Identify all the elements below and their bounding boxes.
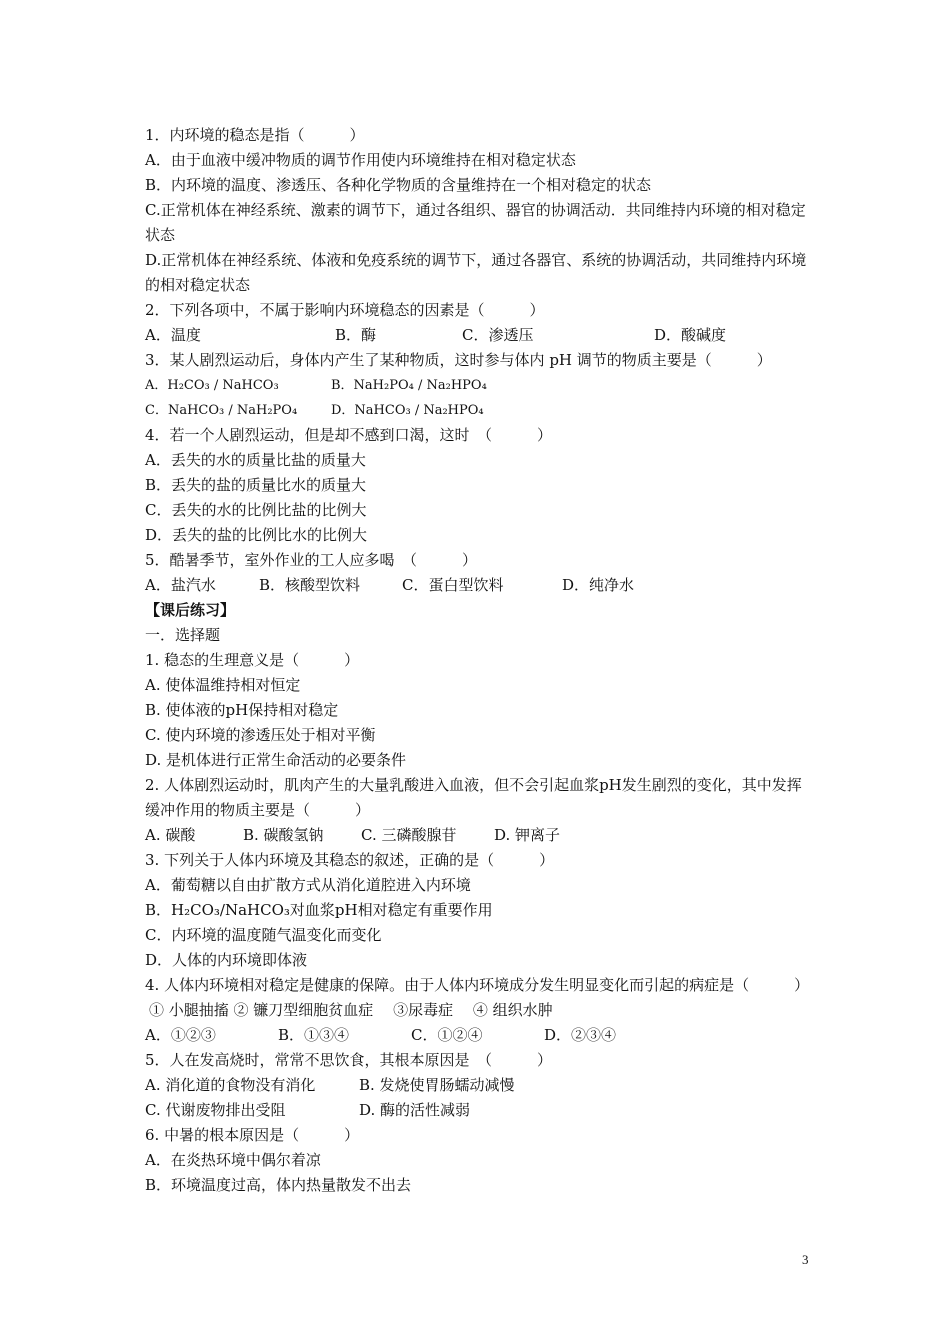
ex3-option-c: C．内环境的温度随气温变化而变化 xyxy=(145,926,382,944)
q3-stem: 3．某人剧烈运动后，身体内产生了某种物质，这时参与体内 pH 调节的物质主要是（ ） xyxy=(145,351,772,369)
q5-option-a: A．盐汽水 xyxy=(145,576,216,594)
q1-option-d: D.正常机体在神经系统、体液和免疫系统的调节下，通过各器官、系统的协调活动，共同维持内环境的相对稳定状态 xyxy=(145,251,807,294)
ex3-option-b: B．H₂CO₃/NaHCO₃对血浆pH相对稳定有重要作用 xyxy=(145,901,493,919)
ex4-option-b: B．①③④ xyxy=(278,1026,350,1044)
ex3-option-d: D．人体的内环境即体液 xyxy=(145,951,308,969)
q5-option-d: D．纯净水 xyxy=(562,576,635,594)
ex1-option-d: D. 是机体进行正常生命活动的必要条件 xyxy=(145,751,407,769)
ex4-stem: 4. 人体内环境相对稳定是健康的保障。由于人体内环境成分发生明显变化而引起的病症是（ ） xyxy=(145,976,810,994)
ex5-option-d: D. 酶的活性减弱 xyxy=(359,1101,471,1119)
q4-option-d: D．丢失的盐的比例比水的比例大 xyxy=(145,526,368,544)
section-heading-after-class: 【课后练习】 xyxy=(145,601,236,619)
q2-options xyxy=(145,323,815,348)
q3-options-cd xyxy=(145,398,815,423)
q4-option-b: B．丢失的盐的质量比水的质量大 xyxy=(145,476,367,494)
q5-options xyxy=(145,573,815,598)
ex4-items: ① 小腿抽搐 ② 镰刀型细胞贫血症 ③尿毒症 ④ 组织水肿 xyxy=(149,1001,553,1019)
ex4-option-c: C．①②④ xyxy=(411,1026,483,1044)
ex6-option-a: A．在炎热环境中偶尔着凉 xyxy=(145,1151,321,1169)
ex4-option-d: D．②③④ xyxy=(544,1026,617,1044)
q2-option-b: B．酶 xyxy=(335,326,377,344)
q1-option-c: C.正常机体在神经系统、激素的调节下，通过各组织、器官的协调活动．共同维持内环境的相对稳定状态 xyxy=(145,201,806,244)
q1-option-b: B．内环境的温度、渗透压、各种化学物质的含量维持在一个相对稳定的状态 xyxy=(145,176,652,194)
ex5-options-cd xyxy=(145,1098,815,1123)
q2-option-c: C．渗透压 xyxy=(462,326,534,344)
ex3-stem: 3. 下列关于人体内环境及其稳态的叙述，正确的是（ ） xyxy=(145,851,555,869)
q3-option-d: D．NaHCO₃ / Na₂HPO₄ xyxy=(331,403,484,418)
q5-option-b: B．核酸型饮料 xyxy=(259,576,361,594)
ex6-stem: 6. 中暑的根本原因是（ ） xyxy=(145,1126,360,1144)
ex2-option-a: A. 碳酸 xyxy=(145,826,196,844)
page-number: 3 xyxy=(802,1252,809,1267)
ex5-stem: 5．人在发高烧时，常常不思饮食，其根本原因是 （ ） xyxy=(145,1051,553,1069)
ex2-stem: 2. 人体剧烈运动时，肌肉产生的大量乳酸进入血液，但不会引起血浆pH发生剧烈的变化，其中发挥缓冲作用的物质主要是（ ） xyxy=(145,776,802,819)
page-content xyxy=(145,123,815,1198)
q3-option-a: A．H₂CO₃ / NaHCO₃ xyxy=(145,378,279,393)
q4-stem: 4．若一个人剧烈运动，但是却不感到口渴，这时 （ ） xyxy=(145,426,553,444)
ex5-option-a: A. 消化道的食物没有消化 xyxy=(145,1076,316,1094)
ex5-option-b: B. 发烧使胃肠蠕动减慢 xyxy=(359,1076,515,1094)
q3-option-c: C．NaHCO₃ / NaH₂PO₄ xyxy=(145,403,298,418)
q4-option-c: C．丢失的水的比例比盐的比例大 xyxy=(145,501,367,519)
ex1-option-b: B. 使体液的pH保持相对稳定 xyxy=(145,701,339,719)
ex4-option-a: A．①②③ xyxy=(145,1026,216,1044)
ex1-stem: 1. 稳态的生理意义是（ ） xyxy=(145,651,360,669)
ex5-options-ab xyxy=(145,1073,815,1098)
ex5-option-c: C. 代谢废物排出受阻 xyxy=(145,1101,286,1119)
q1-option-a: A．由于血液中缓冲物质的调节作用使内环境维持在相对稳定状态 xyxy=(145,151,576,169)
ex2-options xyxy=(145,823,815,848)
subsection-heading-choice: 一．选择题 xyxy=(145,626,221,644)
ex4-options xyxy=(145,1023,815,1048)
ex6-option-b: B．环境温度过高，体内热量散发不出去 xyxy=(145,1176,412,1194)
q3-option-b: B．NaH₂PO₄ / Na₂HPO₄ xyxy=(331,378,487,393)
q2-stem: 2．下列各项中，不属于影响内环境稳态的因素是（ ） xyxy=(145,301,545,319)
ex2-option-d: D. 钾离子 xyxy=(494,826,561,844)
q4-option-a: A．丢失的水的质量比盐的质量大 xyxy=(145,451,366,469)
q5-stem: 5．酷暑季节，室外作业的工人应多喝 （ ） xyxy=(145,551,478,569)
q3-options-ab xyxy=(145,373,815,398)
q1-stem: 1．内环境的稳态是指（ ） xyxy=(145,126,365,144)
ex1-option-a: A. 使体温维持相对恒定 xyxy=(145,676,301,694)
ex2-option-b: B. 碳酸氢钠 xyxy=(243,826,324,844)
q2-option-a: A．温度 xyxy=(145,326,201,344)
q2-option-d: D．酸碱度 xyxy=(654,326,727,344)
ex1-option-c: C. 使内环境的渗透压处于相对平衡 xyxy=(145,726,376,744)
ex2-option-c: C. 三磷酸腺苷 xyxy=(361,826,457,844)
q5-option-c: C．蛋白型饮料 xyxy=(402,576,504,594)
ex3-option-a: A．葡萄糖以自由扩散方式从消化道腔进入内环境 xyxy=(145,876,471,894)
